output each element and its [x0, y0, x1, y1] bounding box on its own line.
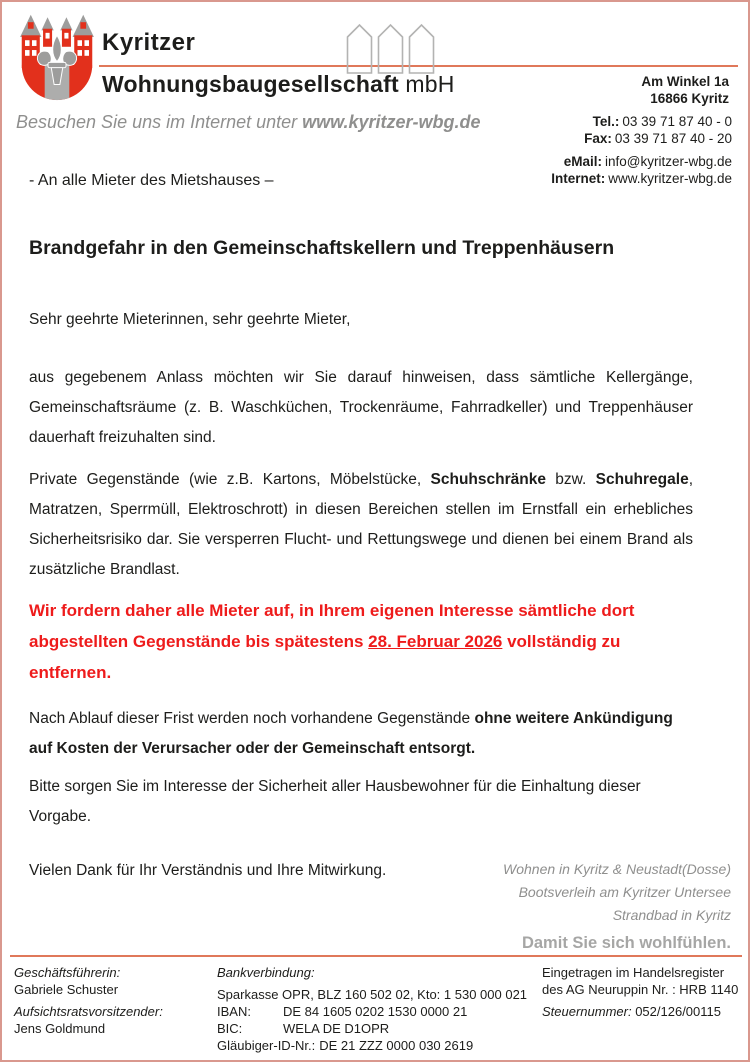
brand-name-bold: Wohnungsbaugesellschaft [102, 71, 399, 97]
website-tagline [16, 112, 481, 133]
paragraph-3: Nach Ablauf dieser Frist werden noch vorhandene Gegenstände ohne weitere Ankündigung auf Kosten der Verursacher oder der Gemeinschaft entsorgt. [29, 710, 673, 757]
letter-body [29, 305, 693, 886]
iban-line: IBAN: DE 84 1605 0202 1530 0000 21 [217, 1004, 468, 1019]
addressee-line: - An alle Mieter des Mietshauses – [29, 172, 274, 189]
tagline-text: Besuchen Sie uns im Internet unter [16, 112, 303, 132]
three-houses-icon [346, 23, 436, 80]
bank-account-line: Sparkasse OPR, BLZ 160 502 02, Kto: 1 530 000 021 [217, 987, 528, 1002]
letter-title: Brandgefahr in den Gemeinschaftskellern und Treppenhäusern [29, 237, 615, 259]
footer-management-column [14, 964, 163, 1037]
register-line-1: Eingetragen im Handelsregister [542, 965, 725, 980]
footer-divider-line [10, 955, 742, 957]
fax-line: Fax: 03 39 71 87 40 - 20 [584, 131, 732, 146]
bic-line: BIC: WELA DE D1OPR [217, 1021, 390, 1036]
bold-disposal-notice: ohne weitere Ankündigung auf Kosten der Verursacher oder der Gemeinschaft entsorgt. [29, 710, 673, 757]
paragraph-4: Bitte sorgen Sie im Interesse der Sicherheit aller Hausbewohner für die Einhaltung dieser Vorgabe. [29, 778, 641, 825]
internet-line: Internet: www.kyritzer-wbg.de [551, 171, 732, 186]
slogan-block [503, 858, 731, 955]
tax-number-line: Steuernummer: 052/126/00115 [542, 1004, 721, 1019]
footer-bank-column [217, 964, 527, 1054]
tagline-url: www.kyritzer-wbg.de [302, 112, 481, 132]
footer-register-column [542, 964, 738, 1020]
brand-name-suffix: mbH [398, 71, 455, 97]
contact-block [551, 73, 732, 193]
brand-name-line1: Kyritzer [102, 29, 196, 56]
register-line-2: des AG Neuruppin Nr. : HRB 1140 [542, 982, 739, 997]
thanks-line: Vielen Dank für Ihr Verständnis und Ihre Mitwirkung. [29, 862, 387, 879]
slogan-motto: Damit Sie sich wohlfühlen. [521, 934, 731, 952]
city-address: 16866 Kyritz [650, 91, 729, 106]
slogan-line-2: Bootsverleih am Kyritzer Untersee [518, 884, 731, 900]
bank-label: Bankverbindung: [217, 965, 315, 980]
deadline-date: 28. Februar 2026 [368, 632, 503, 651]
salutation: Sehr geehrte Mieterinnen, sehr geehrte Mieter, [29, 311, 351, 328]
slogan-line-1: Wohnen in Kyritz & Neustadt(Dosse) [503, 861, 731, 877]
bold-schuhregale: Schuhregale [595, 471, 689, 488]
chairman-label: Aufsichtsratsvorsitzender: [14, 1004, 163, 1019]
company-logo-castle-icon [16, 10, 98, 123]
paragraph-1: aus gegebenem Anlass möchten wir Sie darauf hinweisen, dass sämtliche Kellergänge, Gemeinschaftsräume (z. B. Waschküchen, Trockenräume, Fahrradkeller) und Treppenhäuser dauerhaft freizuhalten sind. [29, 369, 693, 446]
bold-schuhschraenke: Schuhschränke [430, 471, 546, 488]
manager-label: Geschäftsführerin: [14, 965, 121, 980]
creditor-id-line: Gläubiger-ID-Nr.: DE 21 ZZZ 0000 030 2619 [217, 1038, 474, 1053]
chairman-name: Jens Goldmund [14, 1021, 106, 1036]
street-address: Am Winkel 1a [641, 74, 729, 89]
email-line: eMail: info@kyritzer-wbg.de [563, 154, 732, 169]
slogan-line-3: Strandbad in Kyritz [612, 907, 731, 923]
warning-paragraph: Wir fordern daher alle Mieter auf, in Ihrem eigenen Interesse sämtliche dort abgestellten Gegenstände bis spätestens 28. Februar 2026 vollständig zu entfernen. [29, 601, 635, 682]
paragraph-2: Private Gegenstände (wie z.B. Kartons, Möbelstücke, Schuhschränke bzw. Schuhregale, Matratzen, Sperrmüll, Elektroschrott) in diesen Bereichen stellen im Ernstfall ein erhebliches Sicherheitsrisiko dar. Sie versperren Flucht- und Rettungswege und dienen bei einem Brand als zusätzliche Brandlast. [29, 471, 693, 578]
phone-line: Tel.: 03 39 71 87 40 - 0 [592, 114, 732, 129]
manager-name: Gabriele Schuster [14, 982, 119, 997]
